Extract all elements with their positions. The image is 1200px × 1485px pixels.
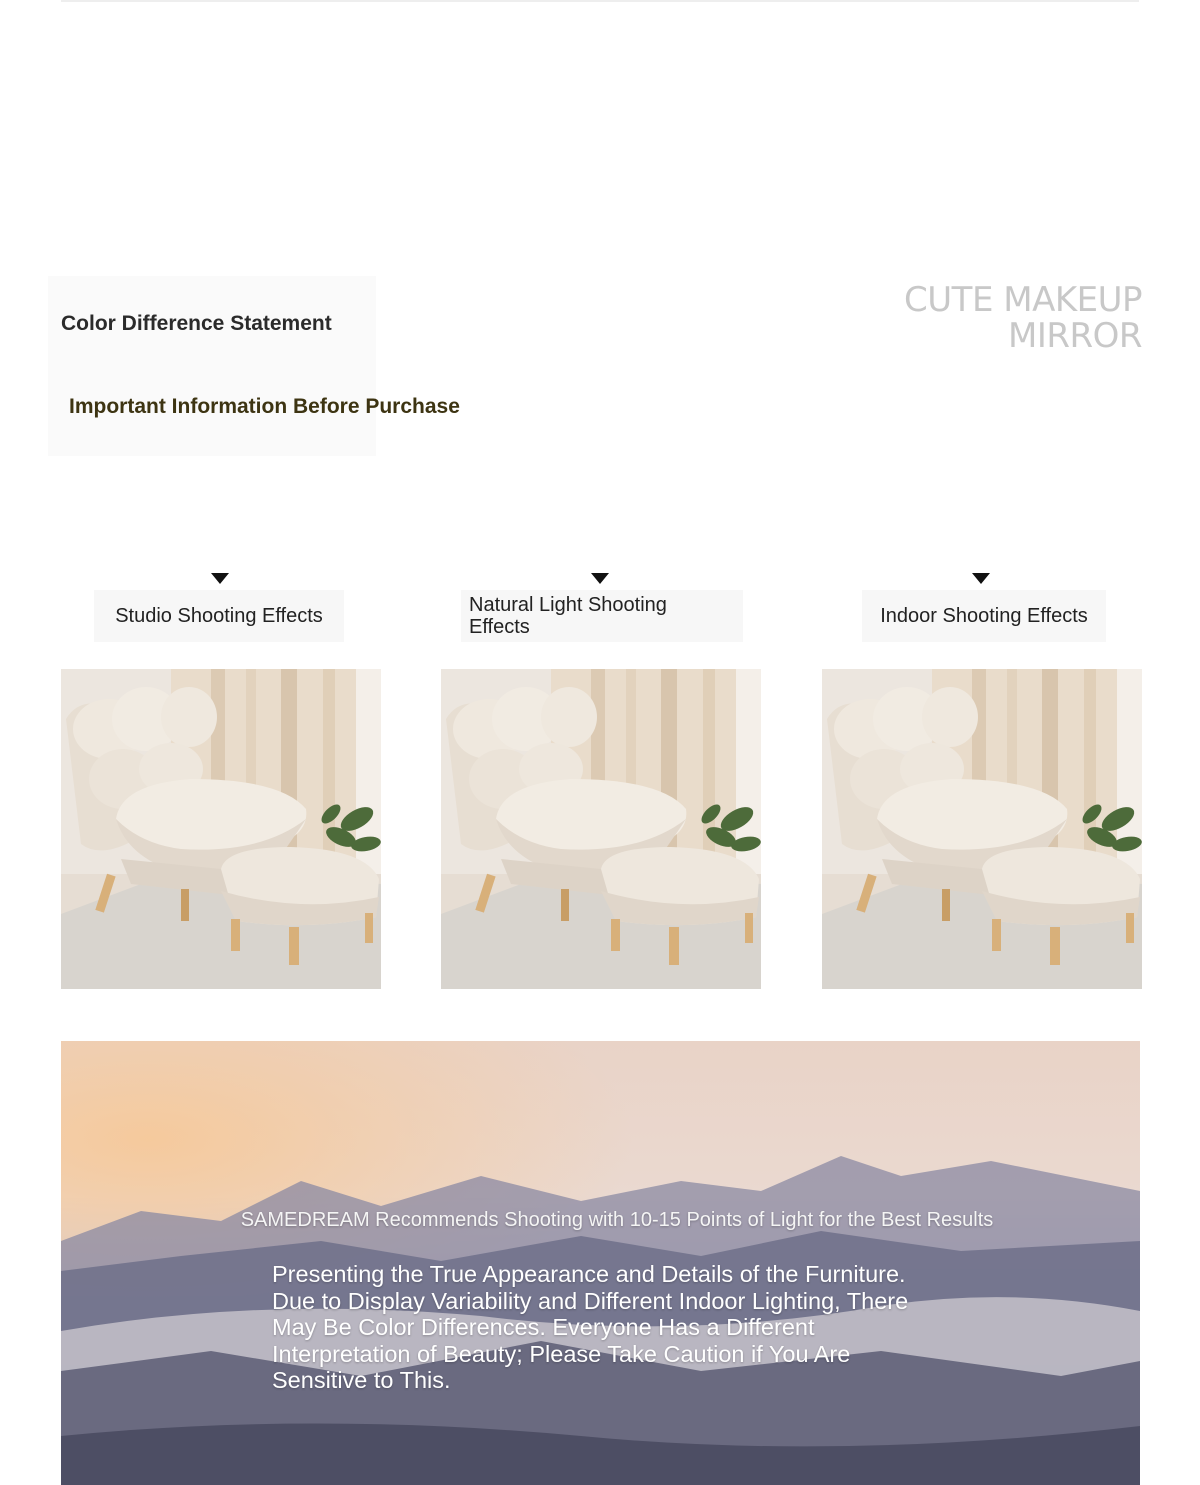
effect-label-box <box>862 590 1106 642</box>
down-triangle-icon <box>972 573 990 584</box>
important-info-subtitle: Important Information Before Purchase <box>69 395 460 418</box>
mountain-banner <box>61 1041 1140 1485</box>
effect-label: Natural Light Shooting Effects <box>469 594 667 638</box>
down-triangle-icon <box>211 573 229 584</box>
statement-panel <box>48 276 376 456</box>
effect-label-box <box>461 590 743 642</box>
product-photo <box>441 669 761 989</box>
brand-heading <box>822 282 1142 354</box>
brand-heading-line2: MIRROR <box>1008 316 1142 356</box>
effect-label: Studio Shooting Effects <box>115 605 323 627</box>
top-divider <box>61 0 1139 2</box>
product-photo <box>822 669 1142 989</box>
effect-label: Indoor Shooting Effects <box>880 605 1088 627</box>
banner-subtitle: SAMEDREAM Recommends Shooting with 10-15 Points of Light for the Best Results <box>240 1209 994 1231</box>
banner-body-text: Presenting the True Appearance and Details of the Furniture. Due to Display Variability and Different Indoor Lighting, There May Be Color Differences. Everyone Has a Different Interpretation of Beauty; Please Take Caution if You Are Sensitive to This. <box>272 1261 909 1393</box>
product-photo <box>61 669 381 989</box>
color-difference-title: Color Difference Statement <box>61 312 332 335</box>
down-triangle-icon <box>591 573 609 584</box>
brand-heading-line1: CUTE MAKEUP <box>904 280 1142 320</box>
effect-label-box <box>94 590 344 642</box>
